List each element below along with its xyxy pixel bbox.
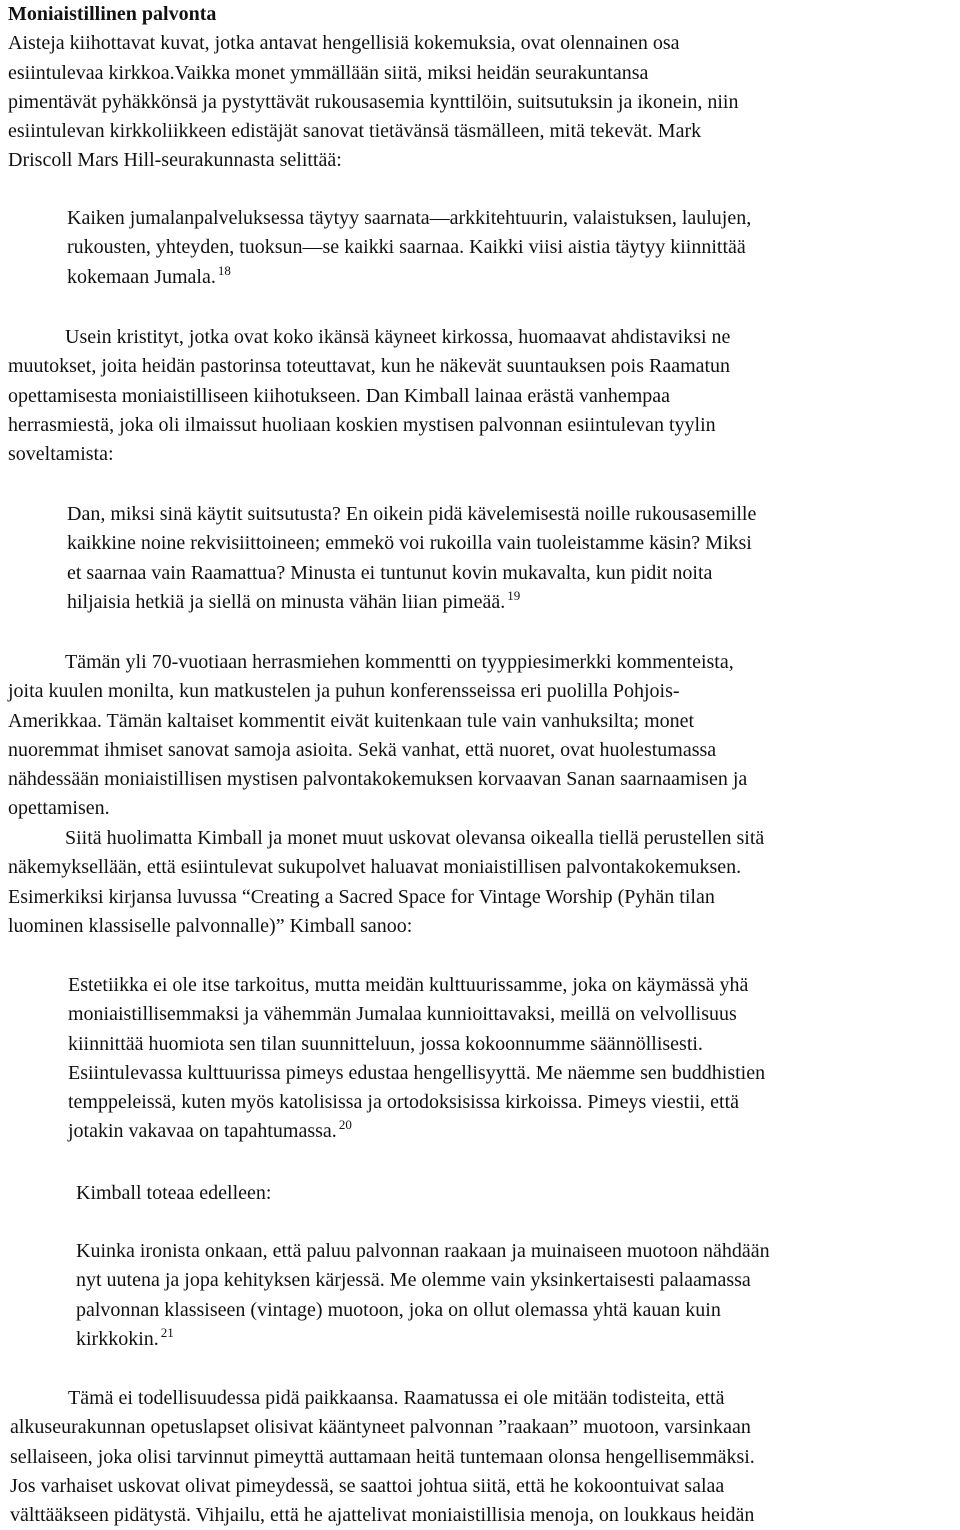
text-line: Esimerkiksi kirjansa luvussa “Creating a Sacred Space for Vintage Worship (Pyhän tilan bbox=[8, 885, 715, 908]
text-line: näkemyksellään, että esiintulevat sukupolvet haluavat moniaistillisen palvontakokemuksen. bbox=[8, 856, 742, 879]
quote-line: Kaiken jumalanpalveluksessa täytyy saarnata—arkkitehtuurin, valaistuksen, laulujen, bbox=[67, 207, 752, 229]
text-line: Tämä ei todellisuudessa pidä paikkaansa. Raamatussa ei ole mitään todisteita, että bbox=[68, 1387, 725, 1409]
quote-line: et saarnaa vain Raamattua? Minusta ei tuntunut kovin mukavalta, kun pidit noita bbox=[67, 561, 713, 584]
paragraph-intro bbox=[8, 0, 738, 176]
text-line: esiintulevan kirkkoliikkeen edistäjät sanovat tietävänsä täsmälleen, mitä tekevät. Mark bbox=[8, 120, 702, 143]
text-line: välttääkseen pidätystä. Vihjailu, että he ajattelivat moniaistillisia menoja, on loukkaus heidän bbox=[10, 1504, 755, 1527]
quote-line: nyt uutena ja jopa kehityksen kärjessä. Me olemme vain yksinkertaisesti palaamassa bbox=[76, 1269, 751, 1292]
paragraph-kimball-continues bbox=[76, 1179, 271, 1208]
quote-line: moniaistillisemmaksi ja vähemmän Jumalaa kunnioittavaksi, meillä on velvollisuus bbox=[68, 1003, 737, 1026]
quote-line: kiinnittää huomiota sen tilan suunnitteluun, jossa kokoonnumme säännöllisesti. bbox=[68, 1032, 703, 1055]
paragraph-comment bbox=[8, 648, 747, 824]
text-line: soveltamista: bbox=[8, 443, 114, 466]
text-line: Amerikkaa. Tämän kaltaiset kommentit eivät kuitenkaan tule vain vanhuksilta; monet bbox=[8, 709, 695, 732]
footnote-ref-21: 21 bbox=[160, 1324, 174, 1340]
quote-line: kaikkine noine rekvisiittoineen; emmekö voi rukoilla vain tuoleistamme käsin? Miksi bbox=[67, 532, 752, 555]
quote-line bbox=[67, 263, 751, 292]
footnote-ref-20: 20 bbox=[338, 1117, 352, 1133]
quote-line: Estetiikka ei ole itse tarkoitus, mutta meidän kulttuurissamme, joka on käymässä yhä bbox=[68, 974, 749, 996]
text-line: opettamisen. bbox=[8, 797, 110, 820]
text-line: Usein kristityt, jotka ovat koko ikänsä käyneet kirkossa, huomaavat ahdistaviksi ne bbox=[65, 326, 731, 348]
quote-line: Esiintulevassa kulttuurissa pimeys edustaa hengellisyyttä. Me näemme sen buddhistien bbox=[68, 1061, 766, 1084]
text-line: nuoremmat ihmiset sanovat samoja asioita. Sekä vanhat, että nuoret, ovat huolestumassa bbox=[8, 738, 717, 761]
quote-line: rukousten, yhteyden, tuoksun—se kaikki saarnaa. Kaikki viisi aistia täytyy kiinnittää bbox=[67, 236, 746, 259]
footnote-ref-19: 19 bbox=[507, 587, 521, 603]
block-quote-gentleman bbox=[67, 500, 756, 617]
text-line: Aisteja kiihottavat kuvat, jotka antavat hengellisiä kokemuksia, ovat olennainen osa bbox=[8, 32, 680, 55]
text-line: muutokset, joita heidän pastorinsa toteuttavat, kun he näkevät suuntauksen pois Raamatun bbox=[8, 355, 731, 378]
paragraph-kimball-intro bbox=[8, 323, 730, 469]
quote-line-text: kirkkokin. bbox=[76, 1327, 159, 1350]
text-line: herrasmiestä, joka oli ilmaissut huoliaan koskien mystisen palvonnan esiintulevan tyylin bbox=[8, 413, 716, 436]
text-line: nähdessään moniaistillisen mystisen palvontakokemuksen korvaavan Sanan saarnaamisen ja bbox=[8, 768, 748, 791]
text-line: pimentävät pyhäkkönsä ja pystyttävät rukousasemia kynttilöin, suitsutuksin ja ikonein, niin bbox=[8, 90, 739, 113]
quote-line bbox=[68, 1117, 765, 1146]
text-line: Driscoll Mars Hill-seurakunnasta selittää: bbox=[8, 149, 342, 172]
text-line: Tämän yli 70-vuotiaan herrasmiehen kommentti on tyyppiesimerkki kommenteista, bbox=[65, 651, 734, 673]
text-line: luominen klassiselle palvonnalle)” Kimball sanoo: bbox=[8, 914, 413, 937]
quote-line: Dan, miksi sinä käytit suitsutusta? En oikein pidä kävelemisestä noille rukousasemille bbox=[67, 503, 757, 525]
paragraph-rebuttal bbox=[10, 1384, 755, 1530]
quote-line-text: jotakin vakavaa on tapahtumassa. bbox=[68, 1120, 337, 1143]
quote-line: temppeleissä, kuten myös katolisissa ja ortodoksisissa kirkoissa. Pimeys viestii, että bbox=[68, 1091, 740, 1114]
quote-line: palvonnan klassiseen (vintage) muotoon, joka on ollut olemassa yhtä kauan kuin bbox=[76, 1298, 721, 1321]
text-line: alkuseurakunnan opetuslapset olisivat kääntyneet palvonnan ”raakaan” muotoon, varsinkaan bbox=[10, 1416, 751, 1439]
block-quote-driscoll bbox=[67, 204, 751, 292]
quote-line-text: kokemaan Jumala. bbox=[67, 265, 216, 288]
quote-line bbox=[76, 1325, 770, 1354]
text-line: Kimball toteaa edelleen: bbox=[76, 1182, 272, 1204]
text-line: sellaiseen, joka olisi tarvinnut pimeyttä auttamaan heitä tuntemaan olonsa hengellisemmäksi. bbox=[10, 1445, 755, 1468]
block-quote-aesthetics bbox=[68, 971, 765, 1147]
quote-line bbox=[67, 588, 756, 617]
footnote-ref-18: 18 bbox=[217, 262, 231, 278]
paragraph-nevertheless bbox=[8, 824, 764, 941]
text-line: Siitä huolimatta Kimball ja monet muut uskovat olevansa oikealla tiellä perustellen sitä bbox=[65, 827, 765, 849]
text-line: esiintulevaa kirkkoa.Vaikka monet ymmällään siitä, miksi heidän seurakuntansa bbox=[8, 61, 649, 84]
text-line: joita kuulen monilta, kun matkustelen ja puhun konferensseissa eri puolilla Pohjois- bbox=[8, 680, 680, 703]
quote-line-text: hiljaisia hetkiä ja siellä on minusta vähän liian pimeää. bbox=[67, 590, 506, 613]
block-quote-irony bbox=[76, 1237, 770, 1354]
quote-line: Kuinka ironista onkaan, että paluu palvonnan raakaan ja muinaiseen muotoon nähdään bbox=[76, 1240, 770, 1262]
text-line: opettamisesta moniaistilliseen kiihotukseen. Dan Kimball lainaa erästä vanhempaa bbox=[8, 384, 671, 407]
text-line: Jos varhaiset uskovat olivat pimeydessä, se saattoi johtua siitä, että he kokoontuivat salaa bbox=[10, 1474, 725, 1497]
section-heading: Moniaistillinen palvonta bbox=[8, 3, 217, 25]
